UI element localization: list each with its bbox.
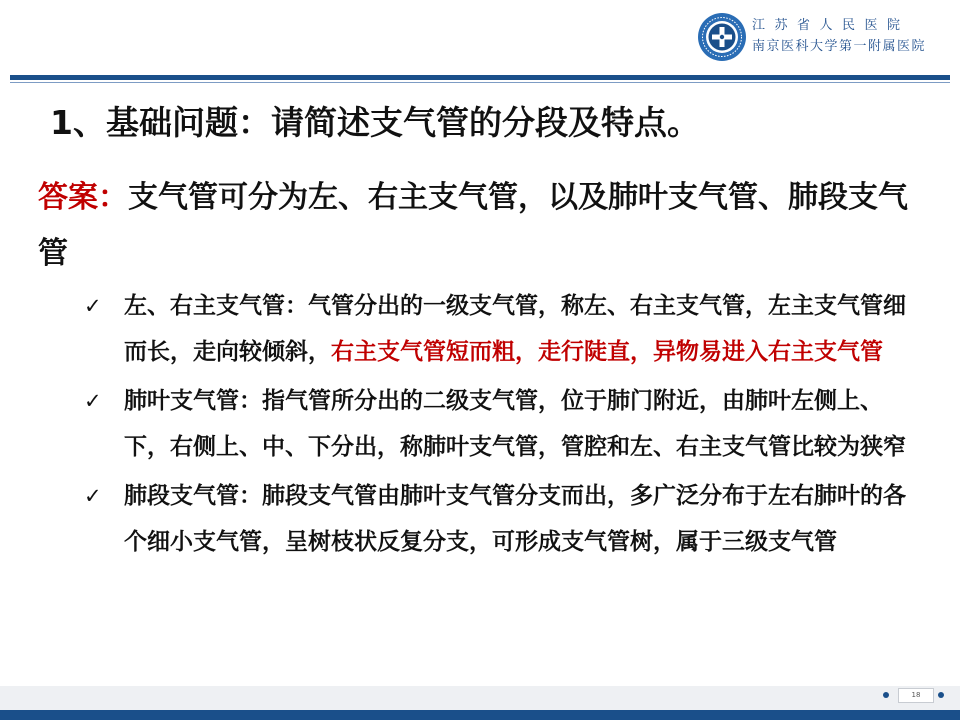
list-item	[84, 473, 924, 565]
hospital-seal-icon	[697, 12, 747, 62]
footer-dot-left	[883, 692, 889, 698]
page-number: 18	[898, 688, 934, 703]
answer-label: 答案：	[38, 180, 128, 215]
checkmark-icon: ✓	[84, 389, 102, 413]
footer-bar	[0, 710, 960, 720]
list-item	[84, 283, 924, 375]
header-divider	[10, 75, 950, 80]
hospital-name-line1: 江苏省人民医院	[752, 18, 910, 33]
footer-band	[0, 686, 960, 710]
checkmark-icon: ✓	[84, 294, 102, 318]
footer-dot-right	[938, 692, 944, 698]
bullet-text-body: 左、右主支气管：气管分出的一级支气管，称左、右主支气管，左主支气管细而长，走向较倾斜，	[124, 293, 906, 365]
answer-text: 支气管可分为左、右主支气管，以及肺叶支气管、肺段支气管	[38, 180, 908, 271]
bullet-list	[84, 283, 924, 568]
hospital-name	[752, 15, 926, 57]
hospital-name-line2: 南京医科大学第一附属医院	[752, 39, 927, 54]
list-item	[84, 378, 924, 470]
header-divider-thin	[10, 82, 950, 83]
bullet-text: 肺叶支气管：指气管所分出的二级支气管，位于肺门附近，由肺叶左侧上、下，右侧上、中、下分出，称肺叶支气管，管腔和左、右主支气管比较为狭窄	[124, 388, 906, 460]
slide-title: 1、基础问题：请简述支气管的分段及特点。	[50, 103, 700, 142]
bullet-text: 肺段支气管：肺段支气管由肺叶支气管分支而出，多广泛分布于左右肺叶的各个细小支气管，呈树枝状反复分支，可形成支气管树，属于三级支气管	[124, 483, 906, 555]
slide-header	[0, 0, 960, 80]
answer-paragraph	[38, 170, 918, 282]
bullet-highlight: 右主支气管短而粗，走行陡直，异物易进入右主支气管	[331, 339, 883, 365]
checkmark-icon: ✓	[84, 484, 102, 508]
bullet-text	[124, 293, 906, 365]
